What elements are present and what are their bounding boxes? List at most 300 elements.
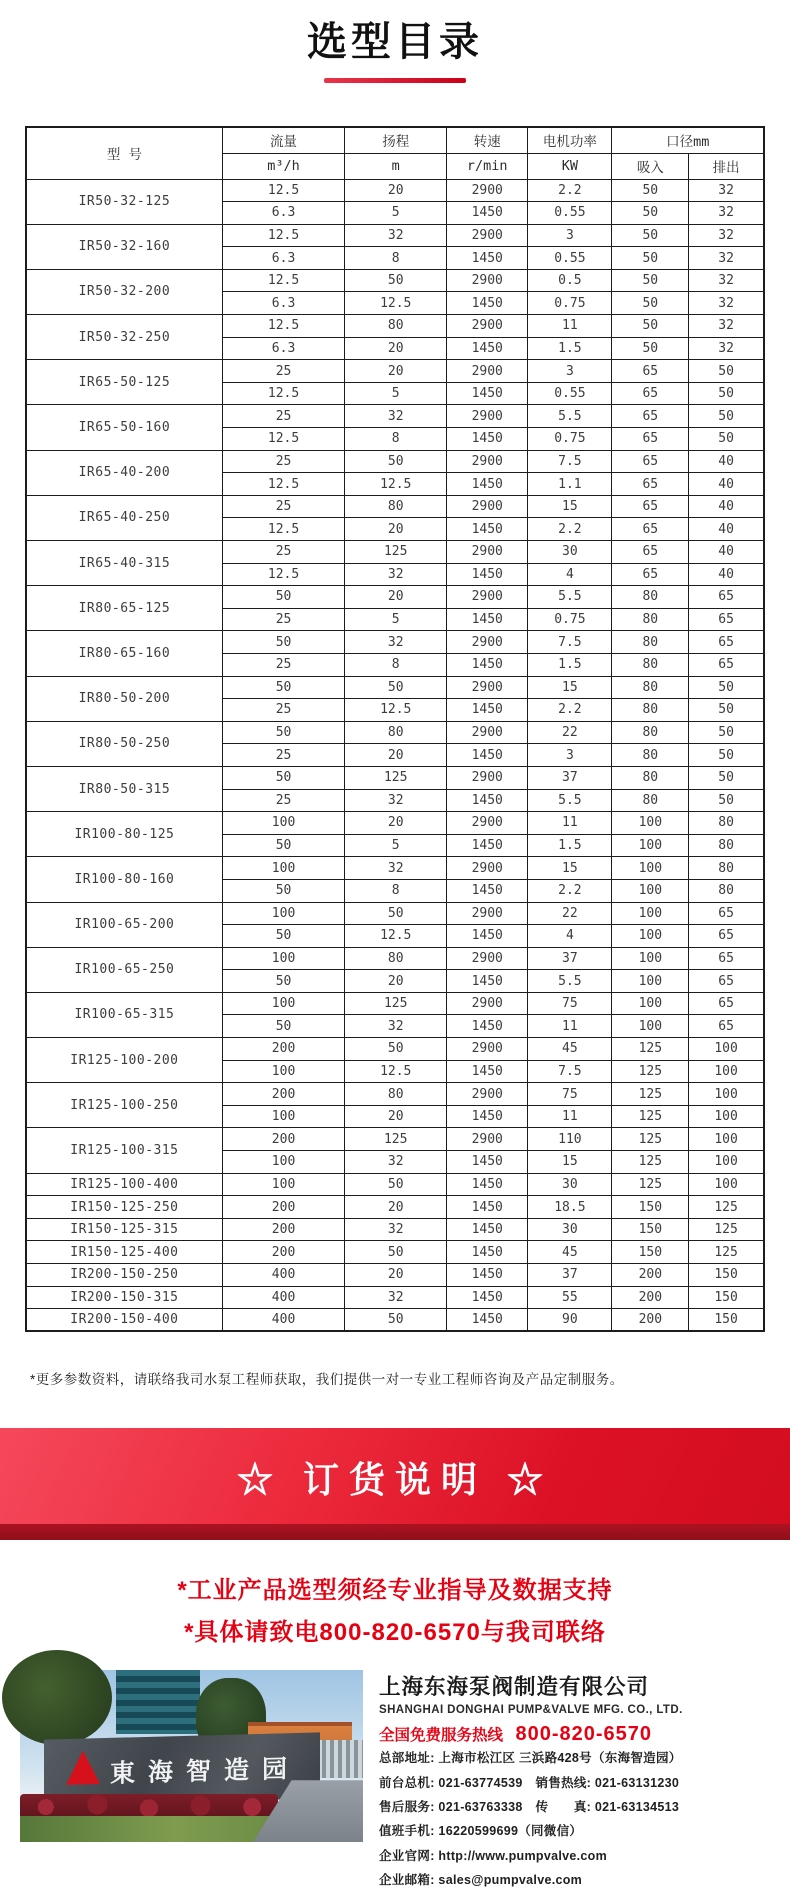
spec-cell: 15 <box>528 857 612 880</box>
spec-cell: 50 <box>222 676 345 699</box>
spec-cell: 2.2 <box>528 879 612 902</box>
spec-cell: 5 <box>345 382 447 405</box>
table-row <box>26 1241 764 1264</box>
spec-cell: 2900 <box>447 721 528 744</box>
spec-cell: 2900 <box>447 857 528 880</box>
spec-cell: 18.5 <box>528 1196 612 1219</box>
table-row <box>26 992 764 1015</box>
spec-cell: 2900 <box>447 1083 528 1106</box>
model-cell: IR125-100-200 <box>26 1038 222 1083</box>
spec-cell: 2900 <box>447 315 528 338</box>
spec-cell: 50 <box>345 902 447 925</box>
spec-cell: 2900 <box>447 450 528 473</box>
spec-cell: 125 <box>612 1038 689 1061</box>
spec-cell: 50 <box>222 631 345 654</box>
spec-cell: 30 <box>528 1173 612 1196</box>
model-cell: IR200-150-250 <box>26 1264 222 1287</box>
spec-cell: 125 <box>345 992 447 1015</box>
spec-cell: 400 <box>222 1309 345 1332</box>
spec-cell: 1450 <box>447 970 528 993</box>
table-row <box>26 1264 764 1287</box>
spec-cell: 2.2 <box>528 518 612 541</box>
model-cell: IR125-100-250 <box>26 1083 222 1128</box>
spec-cell: 80 <box>345 947 447 970</box>
spec-cell: 50 <box>689 676 764 699</box>
table-row <box>26 495 764 518</box>
spec-cell: 50 <box>345 1173 447 1196</box>
model-cell: IR150-125-250 <box>26 1196 222 1219</box>
model-cell: IR65-40-315 <box>26 541 222 586</box>
spec-cell: 3 <box>528 744 612 767</box>
table-row <box>26 812 764 835</box>
spec-cell: 3 <box>528 224 612 247</box>
spec-cell: 80 <box>612 699 689 722</box>
header-flow: 流量 <box>222 127 345 153</box>
model-cell: IR125-100-315 <box>26 1128 222 1173</box>
spec-cell: 80 <box>689 812 764 835</box>
spec-cell: 50 <box>689 405 764 428</box>
spec-cell: 32 <box>689 269 764 292</box>
spec-cell: 2900 <box>447 947 528 970</box>
spec-cell: 125 <box>689 1196 764 1219</box>
model-cell: IR200-150-400 <box>26 1309 222 1332</box>
spec-cell: 50 <box>222 721 345 744</box>
spec-cell: 12.5 <box>222 269 345 292</box>
spec-cell: 20 <box>345 1105 447 1128</box>
spec-cell: 65 <box>612 495 689 518</box>
spec-cell: 50 <box>345 1038 447 1061</box>
spec-cell: 50 <box>689 744 764 767</box>
spec-cell: 1450 <box>447 834 528 857</box>
spec-cell: 5 <box>345 608 447 631</box>
spec-cell: 15 <box>528 495 612 518</box>
contact-front-desk: 前台总机: 021-63774539 销售热线: 021-63131230 <box>379 1775 680 1790</box>
spec-cell: 65 <box>689 970 764 993</box>
spec-cell: 1450 <box>447 879 528 902</box>
spec-cell: 2900 <box>447 1128 528 1151</box>
spec-cell: 65 <box>689 947 764 970</box>
spec-cell: 25 <box>222 699 345 722</box>
contact-duty-phone: 值班手机: 16220599699（同微信） <box>379 1824 583 1839</box>
factory-gate <box>318 1740 363 1778</box>
spec-cell: 65 <box>612 541 689 564</box>
order-notes <box>0 1570 790 1654</box>
spec-cell: 125 <box>612 1128 689 1151</box>
spec-cell: 50 <box>689 382 764 405</box>
spec-cell: 65 <box>612 563 689 586</box>
spec-cell: 0.75 <box>528 292 612 315</box>
spec-cell: 125 <box>612 1173 689 1196</box>
spec-cell: 20 <box>345 518 447 541</box>
spec-cell: 65 <box>689 925 764 948</box>
spec-cell: 50 <box>689 789 764 812</box>
spec-cell: 12.5 <box>345 925 447 948</box>
banner-bottom-strip <box>0 1524 790 1540</box>
spec-cell: 37 <box>528 947 612 970</box>
spec-cell: 80 <box>345 315 447 338</box>
model-cell: IR150-125-315 <box>26 1218 222 1241</box>
spec-cell: 50 <box>222 970 345 993</box>
spec-cell: 50 <box>612 292 689 315</box>
table-row <box>26 1309 764 1332</box>
spec-cell: 5.5 <box>528 970 612 993</box>
spec-cell: 400 <box>222 1264 345 1287</box>
spec-cell: 1450 <box>447 699 528 722</box>
spec-cell: 50 <box>345 1241 447 1264</box>
spec-cell: 80 <box>689 857 764 880</box>
spec-cell: 80 <box>612 766 689 789</box>
spec-cell: 2.2 <box>528 699 612 722</box>
spec-table-body <box>26 179 764 1331</box>
spec-cell: 40 <box>689 450 764 473</box>
spec-cell: 8 <box>345 247 447 270</box>
spec-cell: 200 <box>222 1128 345 1151</box>
spec-cell: 5.5 <box>528 789 612 812</box>
spec-cell: 200 <box>612 1264 689 1287</box>
table-row <box>26 631 764 654</box>
spec-cell: 200 <box>612 1309 689 1332</box>
spec-cell: 80 <box>612 721 689 744</box>
spec-cell: 65 <box>612 518 689 541</box>
spec-cell: 200 <box>222 1218 345 1241</box>
spec-cell: 100 <box>612 857 689 880</box>
spec-cell: 1.1 <box>528 473 612 496</box>
spec-cell: 15 <box>528 676 612 699</box>
spec-cell: 150 <box>612 1241 689 1264</box>
spec-cell: 20 <box>345 970 447 993</box>
company-logo-icon <box>66 1750 100 1785</box>
spec-cell: 20 <box>345 179 447 202</box>
spec-cell: 1450 <box>447 1309 528 1332</box>
spec-cell: 1.5 <box>528 834 612 857</box>
spec-cell: 32 <box>345 405 447 428</box>
spec-cell: 50 <box>612 247 689 270</box>
spec-cell: 4 <box>528 563 612 586</box>
spec-cell: 0.75 <box>528 608 612 631</box>
spec-cell: 2900 <box>447 269 528 292</box>
spec-cell: 50 <box>612 269 689 292</box>
page-title: 选型目录 <box>307 20 483 64</box>
spec-cell: 32 <box>345 1151 447 1174</box>
spec-cell: 45 <box>528 1241 612 1264</box>
table-row <box>26 766 764 789</box>
model-cell: IR80-50-250 <box>26 721 222 766</box>
table-row <box>26 1173 764 1196</box>
hotline <box>379 1723 774 1746</box>
model-cell: IR125-100-400 <box>26 1173 222 1196</box>
table-header <box>26 127 764 179</box>
spec-cell: 2900 <box>447 766 528 789</box>
spec-cell: 50 <box>612 315 689 338</box>
spec-cell: 2900 <box>447 541 528 564</box>
spec-cell: 6.3 <box>222 337 345 360</box>
spec-cell: 100 <box>689 1173 764 1196</box>
table-row <box>26 360 764 383</box>
spec-cell: 65 <box>689 653 764 676</box>
spec-cell: 125 <box>689 1218 764 1241</box>
spec-cell: 12.5 <box>222 224 345 247</box>
spec-cell: 32 <box>345 1218 447 1241</box>
spec-cell: 32 <box>345 857 447 880</box>
spec-cell: 7.5 <box>528 631 612 654</box>
spec-cell: 3 <box>528 360 612 383</box>
spec-cell: 12.5 <box>222 473 345 496</box>
spec-cell: 65 <box>612 405 689 428</box>
spec-cell: 2900 <box>447 676 528 699</box>
spec-cell: 2900 <box>447 812 528 835</box>
spec-cell: 5 <box>345 202 447 225</box>
spec-cell: 50 <box>689 360 764 383</box>
spec-cell: 1.5 <box>528 653 612 676</box>
spec-cell: 50 <box>689 766 764 789</box>
spec-cell: 80 <box>345 1083 447 1106</box>
spec-cell: 100 <box>612 925 689 948</box>
header-power-unit: KW <box>528 153 612 179</box>
spec-cell: 22 <box>528 902 612 925</box>
spec-cell: 65 <box>612 360 689 383</box>
spec-cell: 20 <box>345 337 447 360</box>
contact-address: 总部地址: 上海市松江区 三浜路428号（东海智造园） <box>379 1751 682 1766</box>
spec-cell: 1450 <box>447 1015 528 1038</box>
spec-cell: 15 <box>528 1151 612 1174</box>
hotline-number: 800-820-6570 <box>515 1723 653 1746</box>
model-cell: IR80-50-200 <box>26 676 222 721</box>
spec-cell: 32 <box>345 631 447 654</box>
spec-cell: 100 <box>222 1060 345 1083</box>
spec-cell: 90 <box>528 1309 612 1332</box>
company-email-link[interactable]: 企业邮箱: sales@pumpvalve.com <box>379 1873 583 1888</box>
spec-cell: 11 <box>528 812 612 835</box>
banner-title: ☆ 订货说明 ☆ <box>236 1459 553 1501</box>
spec-cell: 30 <box>528 1218 612 1241</box>
spec-cell: 6.3 <box>222 292 345 315</box>
header-model: 型 号 <box>26 127 222 179</box>
spec-cell: 32 <box>689 247 764 270</box>
spec-cell: 50 <box>612 337 689 360</box>
spec-cell: 200 <box>222 1196 345 1219</box>
spec-cell: 20 <box>345 812 447 835</box>
spec-cell: 100 <box>222 1105 345 1128</box>
spec-cell: 40 <box>689 518 764 541</box>
spec-cell: 40 <box>689 495 764 518</box>
spec-cell: 50 <box>222 586 345 609</box>
spec-cell: 50 <box>689 699 764 722</box>
spec-cell: 1450 <box>447 1173 528 1196</box>
spec-cell: 150 <box>612 1218 689 1241</box>
company-name-cn: 上海东海泵阀制造有限公司 <box>379 1675 650 1700</box>
spec-cell: 12.5 <box>222 428 345 451</box>
spec-cell: 125 <box>345 541 447 564</box>
spec-cell: 50 <box>612 202 689 225</box>
spec-cell: 400 <box>222 1286 345 1309</box>
spec-cell: 32 <box>689 179 764 202</box>
spec-cell: 100 <box>689 1151 764 1174</box>
spec-cell: 7.5 <box>528 1060 612 1083</box>
spec-cell: 100 <box>689 1128 764 1151</box>
model-cell: IR50-32-160 <box>26 224 222 269</box>
spec-cell: 50 <box>222 834 345 857</box>
model-cell: IR65-50-125 <box>26 360 222 405</box>
spec-cell: 150 <box>689 1309 764 1332</box>
title-divider <box>324 78 466 83</box>
model-cell: IR100-65-315 <box>26 992 222 1037</box>
model-cell: IR80-65-125 <box>26 586 222 631</box>
spec-cell: 22 <box>528 721 612 744</box>
header-power: 电机功率 <box>528 127 612 153</box>
spec-cell: 100 <box>222 992 345 1015</box>
header-speed-unit: r/min <box>447 153 528 179</box>
company-name-en: SHANGHAI DONGHAI PUMP&VALVE MFG. CO., LTD. <box>379 1704 683 1717</box>
spec-cell: 12.5 <box>222 315 345 338</box>
footer <box>20 1670 790 1892</box>
glass-building <box>116 1670 200 1734</box>
spec-cell: 1.5 <box>528 337 612 360</box>
spec-cell: 50 <box>222 925 345 948</box>
spec-cell: 80 <box>689 879 764 902</box>
spec-cell: 20 <box>345 360 447 383</box>
spec-cell: 30 <box>528 541 612 564</box>
spec-cell: 1450 <box>447 1218 528 1241</box>
spec-cell: 80 <box>345 495 447 518</box>
model-cell: IR65-50-160 <box>26 405 222 450</box>
order-banner <box>0 1428 790 1540</box>
spec-cell: 5.5 <box>528 405 612 428</box>
spec-cell: 25 <box>222 450 345 473</box>
spec-cell: 32 <box>345 224 447 247</box>
header-diameter: 口径mm <box>612 127 764 153</box>
spec-cell: 37 <box>528 1264 612 1287</box>
spec-cell: 20 <box>345 744 447 767</box>
model-cell: IR150-125-400 <box>26 1241 222 1264</box>
spec-cell: 4 <box>528 925 612 948</box>
spec-cell: 1450 <box>447 744 528 767</box>
spec-cell: 65 <box>689 586 764 609</box>
spec-cell: 65 <box>612 382 689 405</box>
spec-cell: 55 <box>528 1286 612 1309</box>
spec-cell: 0.75 <box>528 428 612 451</box>
spec-cell: 32 <box>345 1286 447 1309</box>
spec-cell: 110 <box>528 1128 612 1151</box>
spec-cell: 1450 <box>447 428 528 451</box>
header-discharge: 排出 <box>689 153 764 179</box>
spec-cell: 100 <box>222 1151 345 1174</box>
spec-cell: 32 <box>689 224 764 247</box>
spec-cell: 100 <box>689 1060 764 1083</box>
spec-cell: 80 <box>689 834 764 857</box>
table-row <box>26 450 764 473</box>
spec-cell: 12.5 <box>222 563 345 586</box>
spec-cell: 2900 <box>447 405 528 428</box>
spec-cell: 1450 <box>447 1151 528 1174</box>
spec-cell: 32 <box>689 292 764 315</box>
model-cell: IR65-40-250 <box>26 495 222 540</box>
spec-cell: 0.55 <box>528 202 612 225</box>
spec-cell: 50 <box>345 450 447 473</box>
spec-cell: 1450 <box>447 1241 528 1264</box>
spec-cell: 80 <box>612 744 689 767</box>
spec-cell: 1450 <box>447 382 528 405</box>
header-suction: 吸入 <box>612 153 689 179</box>
spec-cell: 1450 <box>447 337 528 360</box>
spec-cell: 50 <box>222 766 345 789</box>
spec-cell: 37 <box>528 766 612 789</box>
spec-cell: 65 <box>689 1015 764 1038</box>
spec-cell: 12.5 <box>345 1060 447 1083</box>
model-cell: IR50-32-125 <box>26 179 222 224</box>
spec-cell: 100 <box>689 1083 764 1106</box>
header-head-unit: m <box>345 153 447 179</box>
spec-cell: 100 <box>612 1015 689 1038</box>
spec-cell: 25 <box>222 653 345 676</box>
spec-cell: 25 <box>222 405 345 428</box>
spec-cell: 32 <box>345 1015 447 1038</box>
order-note-line1: *工业产品选型须经专业指导及数据支持 <box>177 1577 613 1605</box>
spec-cell: 45 <box>528 1038 612 1061</box>
table-row <box>26 1286 764 1309</box>
table-row <box>26 902 764 925</box>
tree-foliage <box>2 1650 112 1745</box>
table-row <box>26 586 764 609</box>
table-row <box>26 1083 764 1106</box>
spec-cell: 65 <box>689 608 764 631</box>
company-website-link[interactable]: 企业官网: http://www.pumpvalve.com <box>379 1848 607 1863</box>
spec-cell: 100 <box>612 992 689 1015</box>
spec-cell: 5.5 <box>528 586 612 609</box>
spec-cell: 25 <box>222 541 345 564</box>
spec-cell: 75 <box>528 1083 612 1106</box>
spec-cell: 50 <box>222 1015 345 1038</box>
contact-after-sales: 售后服务: 021-63763338 传 真: 021-63134513 <box>379 1800 680 1815</box>
spec-cell: 12.5 <box>345 473 447 496</box>
model-cell: IR65-40-200 <box>26 450 222 495</box>
model-cell: IR80-65-160 <box>26 631 222 676</box>
table-row <box>26 721 764 744</box>
spec-cell: 1450 <box>447 563 528 586</box>
spec-cell: 8 <box>345 879 447 902</box>
model-cell: IR50-32-250 <box>26 315 222 360</box>
spec-cell: 50 <box>345 269 447 292</box>
spec-cell: 11 <box>528 315 612 338</box>
spec-cell: 1450 <box>447 1060 528 1083</box>
spec-cell: 2900 <box>447 495 528 518</box>
spec-cell: 20 <box>345 1196 447 1219</box>
spec-cell: 65 <box>689 631 764 654</box>
table-row <box>26 224 764 247</box>
spec-cell: 32 <box>689 337 764 360</box>
table-row <box>26 179 764 202</box>
spec-cell: 6.3 <box>222 247 345 270</box>
spec-cell: 1450 <box>447 925 528 948</box>
spec-cell: 25 <box>222 495 345 518</box>
spec-cell: 25 <box>222 789 345 812</box>
spec-cell: 100 <box>222 812 345 835</box>
table-row <box>26 541 764 564</box>
spec-cell: 40 <box>689 563 764 586</box>
spec-cell: 2900 <box>447 179 528 202</box>
spec-cell: 75 <box>528 992 612 1015</box>
spec-cell: 11 <box>528 1105 612 1128</box>
spec-cell: 8 <box>345 653 447 676</box>
spec-cell: 100 <box>222 902 345 925</box>
spec-cell: 65 <box>612 428 689 451</box>
spec-cell: 20 <box>345 1264 447 1287</box>
spec-cell: 25 <box>222 360 345 383</box>
spec-cell: 100 <box>612 812 689 835</box>
spec-cell: 2900 <box>447 902 528 925</box>
spec-cell: 100 <box>689 1038 764 1061</box>
spec-cell: 32 <box>689 315 764 338</box>
order-note-line2: *具体请致电800-820-6570与我司联络 <box>184 1619 606 1647</box>
